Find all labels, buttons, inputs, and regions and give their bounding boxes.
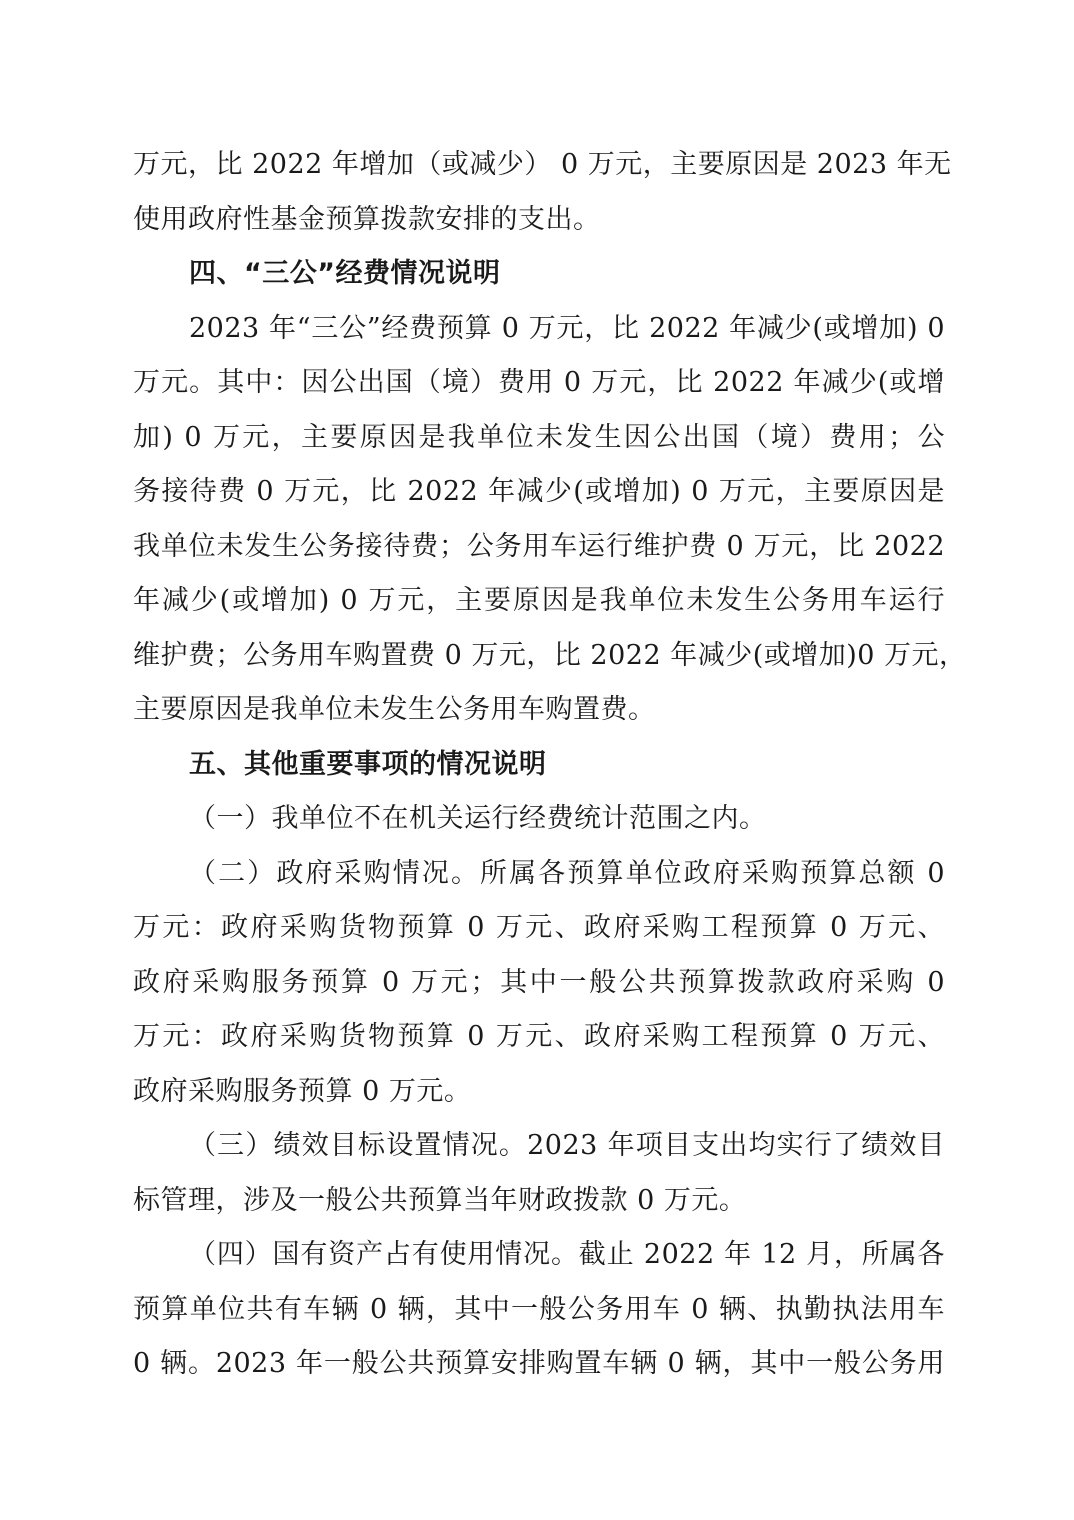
paragraph-line: 加) 0 万元，主要原因是我单位未发生因公出国（境）费用；公: [133, 421, 945, 453]
paragraph-line: 维护费；公务用车购置费 0 万元，比 2022 年减少(或增加)0 万元，: [133, 639, 967, 671]
paragraph-line: 政府采购服务预算 0 万元。: [133, 1075, 472, 1107]
section-heading: 四、“三公”经费情况说明: [189, 258, 501, 289]
paragraph-line: （四）国有资产占有使用情况。截止 2022 年 12 月，所属各: [189, 1239, 945, 1270]
paragraph-line: 我单位未发生公务接待费；公务用车运行维护费 0 万元，比 2022: [133, 530, 945, 562]
paragraph-line: 万元，比 2022 年增加（或减少） 0 万元，主要原因是 2023 年无: [133, 149, 952, 180]
paragraph-line: 万元：政府采购货物预算 0 万元、政府采购工程预算 0 万元、: [133, 1021, 945, 1052]
paragraph-line: 使用政府性基金预算拨款安排的支出。: [133, 203, 601, 235]
paragraph-line: 万元：政府采购货物预算 0 万元、政府采购工程预算 0 万元、: [133, 912, 945, 943]
document-body: [133, 138, 967, 1392]
paragraph-line: 预算单位共有车辆 0 辆，其中一般公务用车 0 辆、执勤执法用车: [133, 1293, 945, 1325]
paragraph-line: 2023 年“三公”经费预算 0 万元，比 2022 年减少(或增加) 0: [189, 312, 945, 344]
paragraph-line: （一）我单位不在机关运行经费统计范围之内。: [189, 803, 767, 834]
paragraph-line: （二）政府采购情况。所属各预算单位政府采购预算总额 0: [189, 857, 945, 889]
paragraph-line: 年减少(或增加) 0 万元，主要原因是我单位未发生公务用车运行: [133, 585, 945, 616]
paragraph-line: 主要原因是我单位未发生公务用车购置费。: [133, 694, 656, 725]
paragraph-line: 政府采购服务预算 0 万元；其中一般公共预算拨款政府采购 0: [133, 966, 945, 998]
paragraph-line: （三）绩效目标设置情况。2023 年项目支出均实行了绩效目: [189, 1130, 945, 1161]
paragraph-line: 0 辆。2023 年一般公共预算安排购置车辆 0 辆，其中一般公务用: [133, 1348, 945, 1379]
paragraph-line: 务接待费 0 万元，比 2022 年减少(或增加) 0 万元，主要原因是: [133, 476, 945, 507]
section-heading: 五、其他重要事项的情况说明: [189, 748, 547, 780]
paragraph-line: 万元。其中：因公出国（境）费用 0 万元，比 2022 年减少(或增: [133, 367, 945, 398]
paragraph-line: 标管理，涉及一般公共预算当年财政拨款 0 万元。: [133, 1184, 747, 1216]
